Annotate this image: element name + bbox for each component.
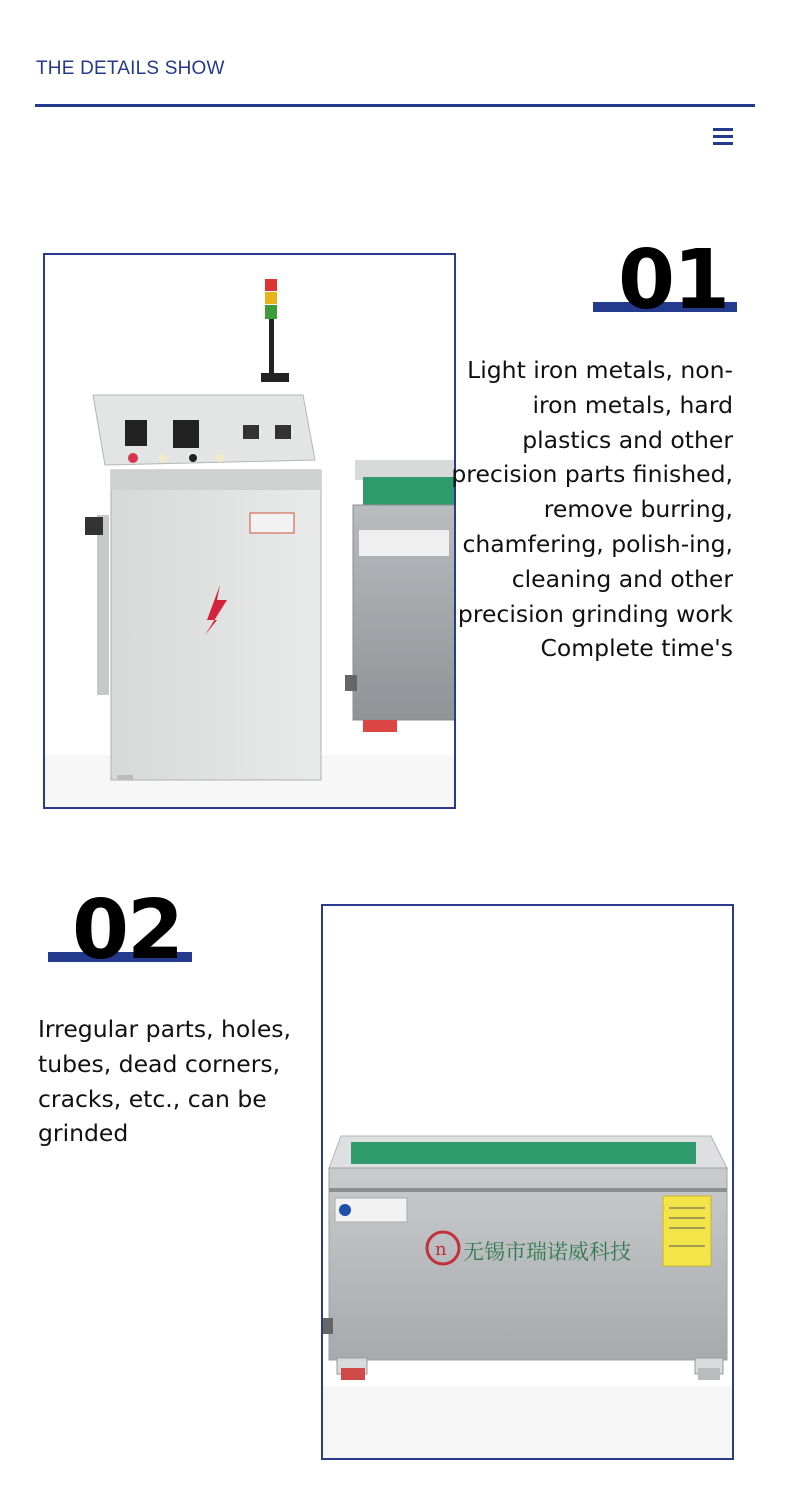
- item-number-02: [48, 883, 192, 978]
- product-photo-polishing-machine: [321, 904, 734, 1460]
- item-description-02: Irregular parts, holes, tubes, dead corners, cracks, etc., can be grinded: [38, 1015, 292, 1148]
- hamburger-menu-icon[interactable]: [713, 128, 733, 148]
- svg-text:n: n: [435, 1239, 447, 1260]
- product-photo-control-cabinet: [43, 253, 456, 809]
- number-label: 01: [618, 233, 729, 328]
- item-description-01: Light iron metals, non-iron metals, hard plastics and other precision parts finished, remove burring, chamfering, polish-ing, cleaning and other precision grinding work Complete time's: [451, 356, 733, 663]
- title-underline: [35, 104, 755, 107]
- item-number-01: [593, 233, 737, 328]
- company-name-print: 无锡市瑞诺威科技: [463, 1240, 631, 1264]
- section-title: THE DETAILS SHOW: [36, 58, 225, 79]
- number-label: 02: [72, 883, 183, 978]
